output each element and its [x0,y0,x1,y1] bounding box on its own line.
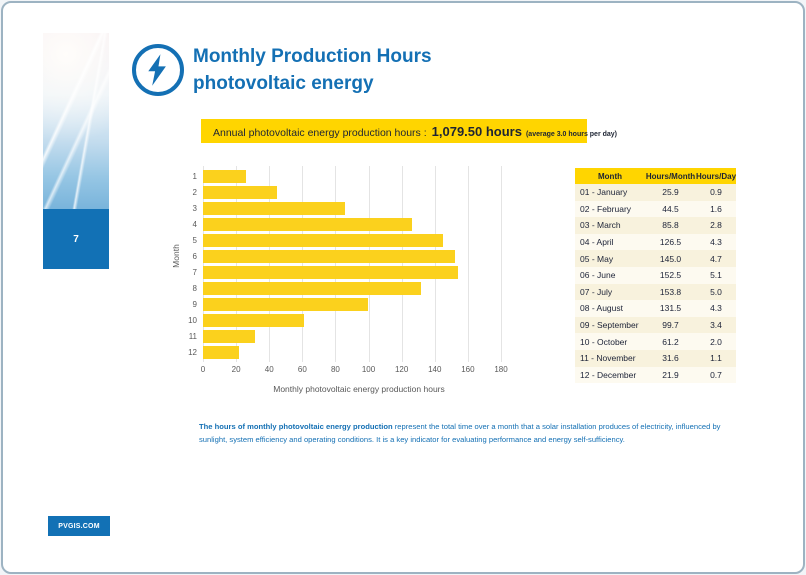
bar-month-2 [203,186,277,199]
x-tick-label: 100 [361,365,376,374]
x-tick-label: 180 [494,365,508,374]
lightning-bolt-glyph [143,53,173,87]
monthly-hours-bar-chart [163,163,523,398]
cell-month: 09 - September [580,320,639,331]
y-tick-label: 12 [188,348,197,357]
gridline [302,166,303,362]
cell-hours-month: 31.6 [662,353,679,364]
table-header-hours-month: Hours/Month [645,171,696,181]
cell-hours-day: 0.9 [710,187,722,198]
cell-hours-day: 0.7 [710,369,722,380]
cell-hours-month: 145.0 [659,253,682,264]
cell-hours-month: 61.2 [662,336,679,347]
x-tick-label: 20 [231,365,241,374]
table-row [575,367,736,384]
cell-month: 01 - January [580,187,628,198]
cell-hours-month: 25.9 [662,187,679,198]
gridline [435,166,436,362]
page-title [193,43,432,97]
x-tick-label: 80 [330,365,340,374]
gridline [369,166,370,362]
gridline [468,166,469,362]
gridline [501,166,502,362]
table-row [575,267,736,284]
x-axis-title: Monthly photovoltaic energy production hours [273,384,445,394]
description-paragraph [199,420,747,446]
x-tick-label: 140 [428,365,442,374]
y-tick-label: 10 [188,316,197,325]
bar-month-1 [203,170,246,183]
x-tick-label: 40 [264,365,274,374]
y-tick-label: 2 [192,188,197,197]
x-tick-label: 160 [461,365,475,374]
table-row [575,300,736,317]
table-header-hours-day: Hours/Day [696,171,737,181]
cell-hours-day: 5.1 [710,270,722,281]
table-row [575,350,736,367]
table-row [575,184,736,201]
annual-hours-value: 1,079.50 hours [431,124,522,139]
table-row [575,284,736,301]
y-tick-label: 9 [192,300,197,309]
cell-hours-month: 153.8 [659,286,682,297]
cell-month: 04 - April [580,237,614,248]
y-tick-label: 4 [192,220,197,229]
table-row [575,250,736,267]
y-tick-label: 1 [192,172,197,181]
annual-hours-banner [201,119,618,143]
bar-month-7 [203,266,458,279]
cell-hours-month: 131.5 [659,303,682,314]
cell-month: 07 - July [580,286,613,297]
bar-month-8 [203,282,421,295]
cell-month: 12 - December [580,369,637,380]
page-title-line2: photovoltaic energy [193,73,374,94]
annual-hours-note: (average 3.0 hours per day) [525,131,618,138]
gridline [335,166,336,362]
x-tick-label: 120 [394,365,409,374]
table-row [575,333,736,350]
cell-hours-month: 44.5 [662,203,679,214]
bar-month-4 [203,218,412,231]
cell-month: 05 - May [580,253,614,264]
bar-month-6 [203,250,455,263]
bar-month-3 [203,202,345,215]
y-tick-label: 6 [192,252,197,261]
bar-month-9 [203,298,368,311]
cell-month: 11 - November [580,353,636,364]
bar-month-12 [203,346,239,359]
monthly-hours-table [575,168,736,383]
page-title-line1: Monthly Production Hours [193,46,432,67]
cell-hours-day: 1.1 [710,353,722,364]
y-tick-label: 11 [188,332,197,341]
y-tick-label: 5 [192,236,197,245]
cell-month: 03 - March [580,220,621,231]
bar-month-5 [203,234,443,247]
cell-hours-day: 3.4 [710,320,722,331]
report-page [1,1,805,574]
cell-month: 02 - February [580,203,632,214]
cell-hours-day: 4.3 [710,237,722,248]
description-text: represent the total time over a month that a solar installation produces of electricity, influenced by sunlight, system efficiency and operating conditions. It is a key indicator for evaluating performance and energy self-sufficiency. [199,422,721,444]
cell-hours-day: 1.6 [710,203,722,214]
cell-hours-day: 4.3 [710,303,722,314]
table-row [575,217,736,234]
cell-hours-month: 21.9 [662,369,679,380]
cell-month: 10 - October [580,336,628,347]
x-tick-label: 0 [200,365,206,374]
cell-hours-day: 4.7 [710,253,722,264]
page-number: 7 [43,209,109,269]
cell-hours-month: 99.7 [662,320,679,331]
annual-hours-label: Annual photovoltaic energy production hours : [213,127,427,139]
cell-hours-month: 152.5 [659,270,682,281]
x-tick-label: 60 [297,365,307,374]
lightning-bolt-icon [132,44,184,96]
y-axis-title: Month [171,244,181,268]
cell-hours-day: 2.8 [710,220,722,231]
y-tick-label: 8 [192,284,197,293]
table-header-row [575,168,736,184]
cell-hours-month: 126.5 [659,237,682,248]
table-row [575,201,736,218]
description-bold: The hours of monthly photovoltaic energy production [199,422,393,431]
cell-month: 08 - August [580,303,624,314]
gridline [402,166,403,362]
table-row [575,234,736,251]
cell-hours-month: 85.8 [662,220,679,231]
cell-hours-day: 5.0 [710,286,722,297]
chart-plot-area [203,168,515,360]
table-row [575,317,736,334]
cell-hours-day: 2.0 [710,336,722,347]
cell-month: 06 - June [580,270,616,281]
bar-month-10 [203,314,304,327]
pvgis-link[interactable]: PVGIS.COM [48,516,110,536]
sidebar-solar-image [43,33,109,209]
table-body [575,184,736,383]
table-header-month: Month [598,171,622,181]
bar-month-11 [203,330,255,343]
y-tick-label: 3 [192,204,197,213]
y-tick-label: 7 [192,268,197,277]
